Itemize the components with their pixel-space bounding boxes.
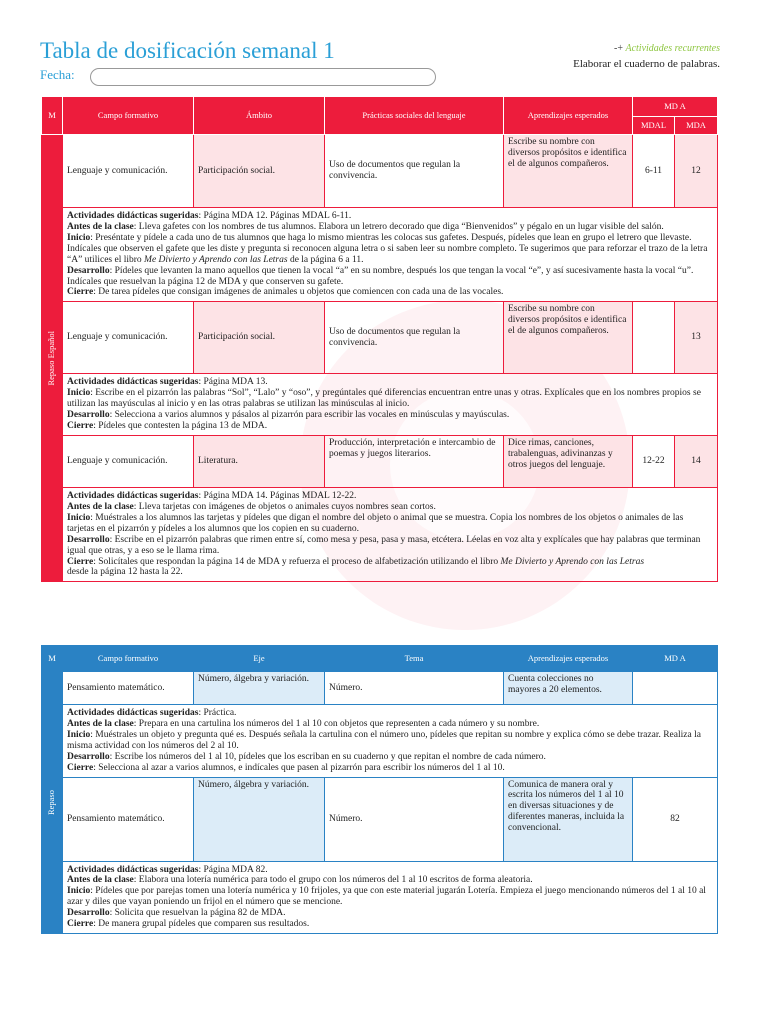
recurrentes-text: Elaborar el cuaderno de palabras. — [573, 58, 720, 70]
activity-line — [67, 730, 713, 752]
activity-key: Inicio — [67, 729, 91, 740]
aprendizaje-cell: Comunica de manera oral y escrita los números del 1 al 10 en diversas situaciones y de diferentes maneras, incluida la convencional. — [504, 777, 633, 861]
activity-line — [67, 287, 713, 298]
activity-text: : Selecciona a varios alumnos y pásalos al pizarrón para escribir las vocales en minúsculas y mayúsculas. — [109, 410, 510, 421]
recurrentes-header — [614, 43, 720, 54]
activity-line — [67, 919, 713, 930]
activity-text: : Solicita que resuelvan la página 82 de MDA. — [109, 908, 286, 919]
activity-title-rest: : Página MDA 12. Páginas MDAL 6-11. — [198, 211, 352, 221]
activity-line — [67, 719, 713, 730]
header-aprendizajes: Aprendizajes esperados — [504, 97, 633, 135]
activity-line — [67, 763, 713, 774]
campo-cell: Lenguaje y comunicación. — [63, 135, 194, 208]
header-m: M — [42, 646, 63, 672]
practica-cell: Uso de documentos que regulan la convivencia. — [325, 302, 504, 374]
recurrentes-prefix: -+ — [614, 43, 623, 54]
activity-title — [67, 377, 713, 388]
activity-key: Antes de la clase — [67, 501, 134, 512]
activity-text: : Preséntate y pídele a cada uno de tus alumnos que haga lo mismo mientras les colocas sus gafetes. Después, pídeles que lean en grupo el letrero que llevaste. Indícales que observen el gafete que les diste y pregunta si reconocen alguna letra o si saben leer su nombre completo. Te sugerimos que para reforzar el trazo de la letra “A” utilices el libro — [67, 232, 708, 265]
activity-key: Inicio — [67, 512, 91, 523]
table-row — [42, 374, 718, 436]
activity-line — [67, 266, 713, 288]
activity-text: : Escribe los números del 1 al 10, pídeles que los escriban en su cuaderno y que repitan el nombre de cada número. — [109, 751, 546, 762]
activity-title-bold: Actividades didácticas sugeridas — [67, 864, 199, 875]
section1-side — [42, 135, 63, 582]
campo-cell: Lenguaje y comunicación. — [63, 302, 194, 374]
mdal-cell: 6-11 — [633, 135, 675, 208]
activity-title-rest: : Página MDA 13. — [198, 377, 268, 388]
activity-key: Desarrollo — [67, 751, 110, 762]
activity-title-bold: Actividades didácticas sugeridas — [67, 211, 199, 221]
table-row — [42, 208, 718, 302]
section2-header-row — [42, 646, 718, 672]
activity-text: : Lleva gafetes con los nombres de tus alumnos. Elabora un letrero decorado que diga “Bienvenidos” y pégalo en un lugar visible del salón. — [133, 221, 664, 232]
ambito-cell: Literatura. — [194, 435, 325, 487]
practica-cell: Producción, interpretación e intercambio de poemas y juegos literarios. — [325, 435, 504, 487]
mdal-cell: 12-22 — [633, 435, 675, 487]
activity-text: : Lleva tarjetas con imágenes de objetos o animales cuyos nombres sean cortos. — [133, 501, 436, 512]
activity-key: Inicio — [67, 232, 91, 243]
activity-text: : Pídeles que levanten la mano aquellos que tienen la vocal “a” en su nombre, después los que tengan la vocal “e”, y así sucesivamente hasta la vocal “u”. Indícales que resuelvan la página 12 de MDA y que conserven su gafete. — [67, 265, 694, 287]
activity-line — [67, 502, 713, 513]
aprendizaje-cell: Dice rimas, canciones, trabalenguas, adivinanzas y otros juegos del lenguaje. — [504, 435, 633, 487]
activity-key: Cierre — [67, 421, 94, 432]
eje-cell: Número, álgebra y variación. — [194, 777, 325, 861]
activity-text: : Prepara en una cartulina los números del 1 al 10 con objetos que representen a cada número y su nombre. — [133, 718, 540, 729]
activity-cell — [63, 487, 718, 581]
aprendizaje-cell: Escribe su nombre con diversos propósitos e identifica el de algunos compañeros. — [504, 302, 633, 374]
header-eje: Eje — [194, 646, 325, 672]
aprendizaje-cell: Cuenta colecciones no mayores a 20 elementos. — [504, 672, 633, 705]
table-row — [42, 672, 718, 705]
section2-side-label: Repaso — [46, 790, 57, 816]
activity-title — [67, 865, 713, 876]
tema-cell: Número. — [325, 777, 504, 861]
activity-title-bold: Actividades didácticas sugeridas — [67, 377, 199, 388]
activity-text: : Selecciona al azar a varios alumnos, e indícales que pasen al pizarrón para escribir los números del 1 al 10. — [93, 762, 505, 773]
section2-side — [42, 672, 63, 934]
mda-cell: 14 — [675, 435, 718, 487]
table-row — [42, 435, 718, 487]
book-title: Me Divierto y Aprendo con las Letras — [144, 254, 288, 265]
table-row — [42, 705, 718, 778]
activity-line — [67, 388, 713, 410]
activity-line: desde la página 12 hasta la 22. — [67, 567, 183, 578]
page-title: Tabla de dosificación semanal 1 — [40, 38, 335, 63]
header-campo: Campo formativo — [63, 97, 194, 135]
table-row — [42, 777, 718, 861]
activity-text: : Muéstrales un objeto y pregunta qué es. Después señala la cartulina con el número uno, pídeles que repitan su nombre y explica cómo se debe trazar. Realiza la misma actividad con los números del 2 al 10. — [67, 729, 701, 751]
mda-cell: 12 — [675, 135, 718, 208]
activity-cell — [63, 208, 718, 302]
activity-text: : Pídeles que por parejas tomen una lotería numérica y 10 frijoles, ya que con este material jugarán Lotería. Empieza el juego mencionando números del 1 al 10 al azar y diles que vayan poniendo un frijol en el número que se mencione. — [67, 886, 706, 908]
activity-text: : Escribe en el pizarrón las palabras “Sol”, “Lalo” y “oso”, y pregúntales qué diferencias encuentran entre unas y otras. Explícales que en los nombres propios se utilizan las mayúsculas al inicio y en las otras palabras se utilizan las minúsculas al inicio. — [67, 388, 701, 410]
activity-title-rest: : Práctica. — [198, 708, 237, 718]
activity-key: Cierre — [67, 919, 94, 930]
book-title: Me Divierto y Aprendo con las Letras — [500, 556, 645, 567]
activity-line — [67, 421, 713, 432]
header-md: MD A — [633, 97, 718, 117]
activity-line — [67, 535, 713, 557]
activity-key: Antes de la clase — [67, 718, 134, 729]
activity-key: Cierre — [67, 556, 94, 567]
activity-title — [67, 708, 713, 719]
aprendizaje-cell: Escribe su nombre con diversos propósitos e identifica el de algunos compañeros. — [504, 135, 633, 208]
section1-header-row — [42, 97, 718, 117]
table-row — [42, 861, 718, 934]
activity-cell — [63, 374, 718, 436]
activity-title-bold: Actividades didácticas sugeridas — [67, 490, 199, 501]
activity-text: : De manera grupal pídeles que comparen sus resultados. — [93, 919, 310, 930]
activity-key: Inicio — [67, 388, 91, 399]
header-md: MD A — [633, 646, 718, 672]
activity-line — [67, 513, 713, 535]
activity-text: : De tarea pídeles que consigan imágenes de animales u objetos que comiencen con cada una de las vocales. — [93, 287, 504, 298]
activity-title-bold: Actividades didácticas sugeridas — [67, 708, 199, 718]
activity-line — [67, 410, 713, 421]
activity-key: Inicio — [67, 886, 91, 897]
activity-line — [67, 908, 713, 919]
activity-title — [67, 491, 713, 502]
activity-title — [67, 211, 713, 222]
activity-key: Desarrollo — [67, 265, 110, 276]
tema-cell: Número. — [325, 672, 504, 705]
activity-cell — [63, 705, 718, 778]
activity-cell — [63, 861, 718, 934]
activity-key: Desarrollo — [67, 410, 110, 421]
header-mda: MDA — [675, 117, 718, 135]
activity-key: Antes de la clase — [67, 221, 134, 232]
mdal-cell — [633, 302, 675, 374]
ambito-cell: Participación social. — [194, 135, 325, 208]
activity-line — [67, 875, 713, 886]
eje-cell: Número, álgebra y variación. — [194, 672, 325, 705]
header-m: M — [42, 97, 63, 135]
activity-key: Cierre — [67, 762, 94, 773]
activity-key: Antes de la clase — [67, 875, 134, 886]
activity-key: Cierre — [67, 287, 94, 298]
recurrentes-label: Actividades recurrentes — [625, 43, 720, 54]
dosificacion-table-math — [41, 645, 718, 934]
md-cell — [633, 672, 718, 705]
practica-cell: Uso de documentos que regulan la convivencia. — [325, 135, 504, 208]
fecha-label: Fecha: — [40, 67, 75, 82]
activity-text: : Pídeles que contesten la página 13 de MDA. — [93, 421, 268, 432]
table-row — [42, 135, 718, 208]
activity-text: : Elabora una lotería numérica para todo el grupo con los números del 1 al 10 escritos de forma aleatoria. — [133, 875, 533, 886]
activity-line — [67, 752, 713, 763]
activity-title-rest: : Página MDA 14. Páginas MDAL 12-22. — [198, 490, 357, 501]
table-row — [42, 487, 718, 581]
activity-key: Desarrollo — [67, 534, 110, 545]
md-cell: 82 — [633, 777, 718, 861]
header-tema: Tema — [325, 646, 504, 672]
book-tail: de la página 6 a 11. — [287, 254, 364, 265]
activity-line — [67, 557, 713, 568]
section1-side-label: Repaso Español — [46, 330, 57, 386]
fecha-field[interactable] — [90, 68, 436, 86]
activity-line — [67, 222, 713, 233]
dosificacion-table — [41, 96, 718, 582]
ambito-cell: Participación social. — [194, 302, 325, 374]
activity-line — [67, 233, 713, 266]
activity-text: : Escribe en el pizarrón palabras que rimen entre sí, como mesa y pesa, pasa y masa, etcétera. Léelas en voz alta y explícales que hay palabras que terminan igual que otras, y a eso se le llama rima. — [67, 534, 701, 556]
header-ambito: Ámbito — [194, 97, 325, 135]
header-practicas: Prácticas sociales del lenguaje — [325, 97, 504, 135]
campo-cell: Lenguaje y comunicación. — [63, 435, 194, 487]
activity-key: Desarrollo — [67, 908, 110, 919]
campo-cell: Pensamiento matemático. — [63, 672, 194, 705]
header-mdal: MDAL — [633, 117, 675, 135]
header-aprendizajes: Aprendizajes esperados — [504, 646, 633, 672]
table-row — [42, 302, 718, 374]
activity-line — [67, 886, 713, 908]
activity-title-rest: : Página MDA 82. — [198, 864, 268, 875]
activity-text: : Muéstrales a los alumnos las tarjetas y pídeles que digan el nombre del objeto o animal que se muestra. Copia los nombres de los objetos o animales de las tarjetas en el pizarrón y pídeles a los alumnos que los copien en su cuaderno. — [67, 512, 684, 534]
campo-cell: Pensamiento matemático. — [63, 777, 194, 861]
activity-text: : Solicítales que respondan la página 14 de MDA y refuerza el proceso de alfabetización utilizando el libro — [93, 556, 501, 567]
mda-cell: 13 — [675, 302, 718, 374]
header-campo: Campo formativo — [63, 646, 194, 672]
